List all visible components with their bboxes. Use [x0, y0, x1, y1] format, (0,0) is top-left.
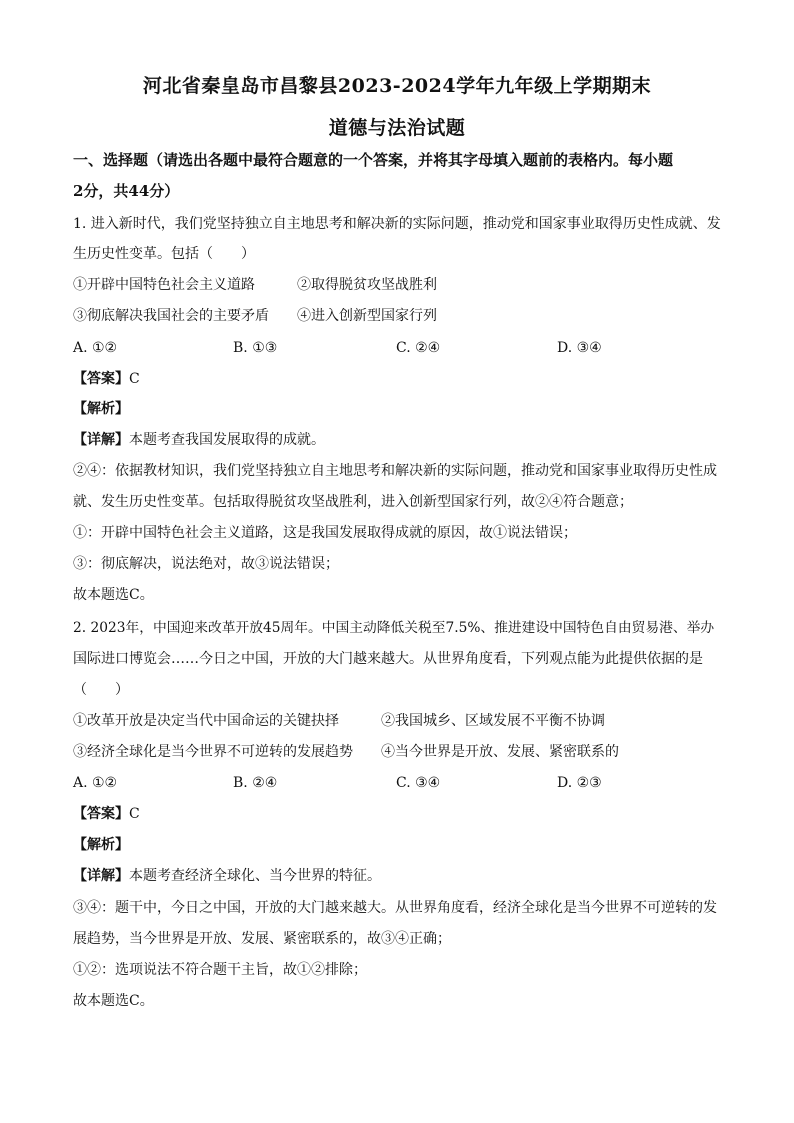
- q2-stem-line3: （ ）: [73, 682, 129, 698]
- q1-option-a: A. ①②: [73, 340, 118, 356]
- q1-answer: [73, 369, 723, 389]
- q2-statements-line1: ①改革开放是决定当代中国命运的关键抉择 ②我国城乡、区域发展不平衡不协调: [73, 713, 605, 729]
- q2-explanation-line2: 展趋势，当今世界是开放、发展、紧密联系的，故③④正确；: [73, 931, 451, 947]
- detail-text: 本题考查经济全球化、当今世界的特征。: [129, 868, 381, 884]
- q1-option-b: B. ①③: [233, 340, 278, 356]
- answer-value: C: [129, 371, 140, 387]
- q1-statements-line2: ③彻底解决我国社会的主要矛盾 ④进入创新型国家行列: [73, 308, 437, 324]
- q2-stem-line1: 2. 2023年，中国迎来改革开放45周年。中国主动降低关税至7.5%、推进建设中国特色自由贸易港、举办: [73, 620, 715, 636]
- q2-analysis: [73, 835, 723, 855]
- document-title-line1: 河北省秦皇岛市昌黎县2023-2024学年九年级上学期期末: [142, 75, 652, 97]
- section-heading-line1: 一、选择题（请选出各题中最符合题意的一个答案，并将其字母填入题前的表格内。每小题: [73, 151, 674, 169]
- q1-statements-line1: ①开辟中国特色社会主义道路 ②取得脱贫攻坚战胜利: [73, 277, 437, 293]
- q1-analysis: [73, 399, 723, 419]
- q2-option-d: D. ②③: [557, 775, 602, 791]
- q2-option-b: B. ②④: [233, 775, 278, 791]
- q2-option-c: C. ③④: [396, 775, 441, 791]
- answer-tag: 【答案】: [73, 371, 129, 387]
- q2-explanation-line3: ①②：选项说法不符合题干主旨，故①②排除；: [73, 962, 367, 978]
- q1-explanation-line3: ①：开辟中国特色社会主义道路，这是我国发展取得成就的原因，故①说法错误；: [73, 525, 577, 541]
- q1-option-d: D. ③④: [557, 340, 602, 356]
- q1-stem-line1: 1. 进入新时代，我们党坚持独立自主地思考和解决新的实际问题，推动党和国家事业取得历史性成就、发: [73, 216, 721, 232]
- q2-explanation-line1: ③④：题干中，今日之中国，开放的大门越来越大。从世界角度看，经济全球化是当今世界不可逆转的发: [73, 900, 717, 916]
- answer-value: C: [129, 806, 140, 822]
- q2-statements-line2: ③经济全球化是当今世界不可逆转的发展趋势 ④当今世界是开放、发展、紧密联系的: [73, 744, 619, 760]
- q2-conclusion: 故本题选C。: [73, 993, 154, 1009]
- document-title-line2: 道德与法治试题: [328, 117, 466, 139]
- detail-text: 本题考查我国发展取得的成就。: [129, 432, 325, 448]
- q1-explanation-line2: 就、发生历史性变革。包括取得脱贫攻坚战胜利，进入创新型国家行列，故②④符合题意；: [73, 494, 633, 510]
- q2-stem-line2: 国际进口博览会……今日之中国，开放的大门越来越大。从世界角度看，下列观点能为此提供依据的是: [73, 651, 703, 667]
- q1-detail: [73, 430, 723, 450]
- analysis-tag: 【解析】: [73, 837, 129, 853]
- q2-answer: [73, 804, 723, 824]
- detail-tag: 【详解】: [73, 868, 129, 884]
- q1-stem-line2: 生历史性变革。包括（ ）: [73, 246, 255, 262]
- detail-tag: 【详解】: [73, 432, 129, 448]
- analysis-tag: 【解析】: [73, 401, 129, 417]
- section-heading-line2: 2分，共44分）: [73, 182, 180, 200]
- q1-conclusion: 故本题选C。: [73, 587, 154, 603]
- q1-explanation-line4: ③：彻底解决，说法绝对，故③说法错误；: [73, 556, 339, 572]
- q1-explanation-line1: ②④：依据教材知识，我们党坚持独立自主地思考和解决新的实际问题，推动党和国家事业取得历史性成: [73, 463, 717, 479]
- q2-detail: [73, 866, 723, 886]
- q1-option-c: C. ②④: [396, 340, 441, 356]
- q2-option-a: A. ①②: [73, 775, 118, 791]
- answer-tag: 【答案】: [73, 806, 129, 822]
